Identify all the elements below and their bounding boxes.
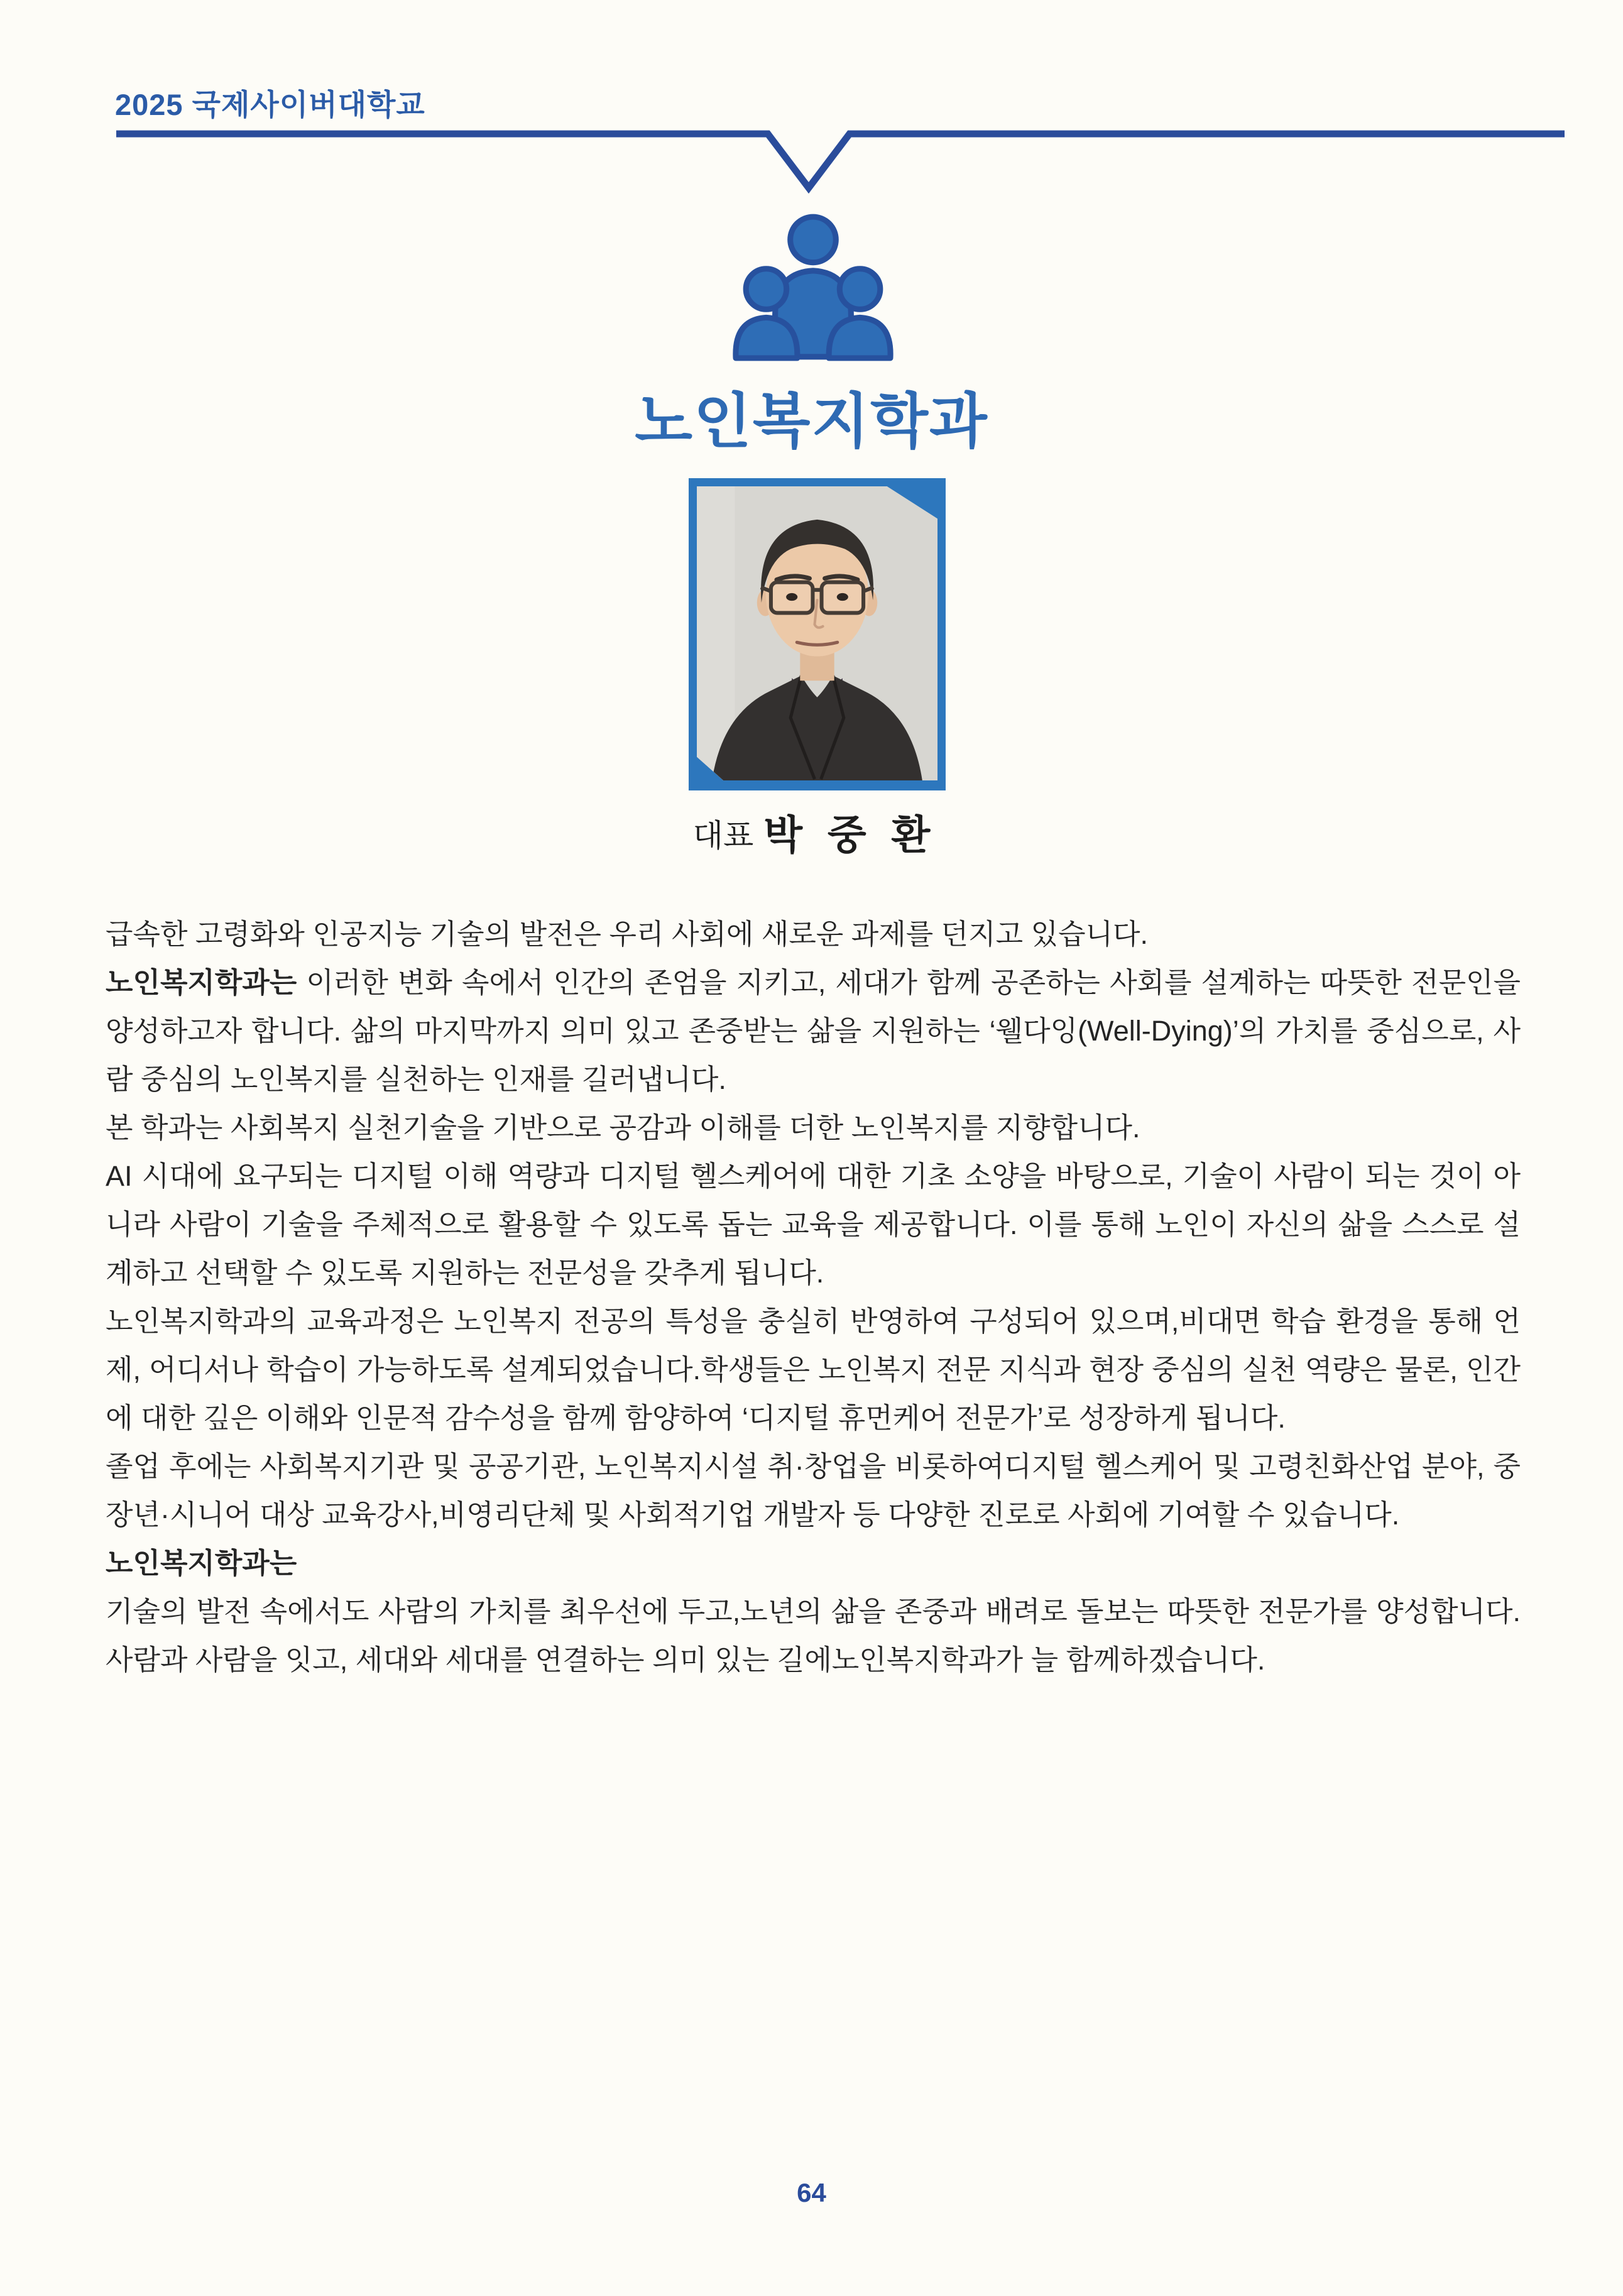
- body-text-run-bold: 노인복지학과는: [106, 1547, 297, 1579]
- photo-caption: [0, 803, 1623, 861]
- body-paragraph: [106, 1587, 1521, 1684]
- body-paragraph: [106, 1442, 1521, 1539]
- page-header-title: 2025 국제사이버대학교: [115, 88, 425, 121]
- body-text-run: 졸업 후에는 사회복지기관 및 공공기관, 노인복지시설 취·창업을 비롯하여디지털 헬스케어 및 고령친화산업 분야, 중장년·시니어 대상 교육강사,비영리단체 및 사회적기업 개발자 등 다양한 진로로 사회에 기여할 수 있습니다.: [106, 1450, 1521, 1531]
- body-paragraph: [106, 1103, 1521, 1152]
- caption-name: 박 중 환: [763, 812, 931, 858]
- body-paragraph: [106, 1539, 1521, 1587]
- body-text-run: 급속한 고령화와 인공지능 기술의 발전은 우리 사회에 새로운 과제를 던지고 있습니다.: [106, 918, 1148, 950]
- people-group-icon: [731, 210, 895, 366]
- department-title: 노인복지학과: [635, 388, 988, 455]
- caption-role-label: 대표: [692, 818, 754, 853]
- body-paragraph: [106, 958, 1521, 1103]
- body-text-run: 기술의 발전 속에서도 사람의 가치를 최우선에 두고,노년의 삶을 존중과 배려로 돌보는 따뜻한 전문가를 양성합니다.사람과 사람을 잇고, 세대와 세대를 연결하는 의미 있는 길에노인복지학과가 늘 함께하겠습니다.: [106, 1595, 1521, 1676]
- body-paragraph: [106, 910, 1521, 958]
- page-number: 64: [797, 2178, 826, 2207]
- body-text-run: AI 시대에 요구되는 디지털 이해 역량과 디지털 헬스케어에 대한 기초 소양을 바탕으로, 기술이 사람이 되는 것이 아니라 사람이 기술을 주체적으로 활용할 수 있도록 돕는 교육을 제공합니다. 이를 통해 노인이 자신의 삶을 스스로 설계하고 선택할 수 있도록 지원하는 전문성을 갖추게 됩니다.: [106, 1160, 1521, 1289]
- body-text-run-bold: 노인복지학과는: [106, 966, 297, 998]
- body-text-run: 본 학과는 사회복지 실천기술을 기반으로 공감과 이해를 더한 노인복지를 지향합니다.: [106, 1112, 1140, 1144]
- body-text: [106, 910, 1521, 1684]
- body-text-run: 노인복지학과의 교육과정은 노인복지 전공의 특성을 충실히 반영하여 구성되어 있으며,비대면 학습 환경을 통해 언제, 어디서나 학습이 가능하도록 설계되었습니다.학생들은 노인복지 전문 지식과 현장 중심의 실천 역량은 물론, 인간에 대한 깊은 이해와 인문적 감수성을 함께 함양하여 ‘디지털 휴먼케어 전문가’로 성장하게 됩니다.: [106, 1305, 1521, 1434]
- body-paragraph: [106, 1297, 1521, 1442]
- header-divider-line: [0, 0, 1623, 207]
- body-paragraph: [106, 1152, 1521, 1297]
- representative-photo-frame: [689, 478, 946, 790]
- portrait-photo: [697, 486, 937, 780]
- representative-photo: [697, 486, 937, 780]
- body-text-run: 이러한 변화 속에서 인간의 존엄을 지키고, 세대가 함께 공존하는 사회를 설계하는 따뜻한 전문인을 양성하고자 합니다. 삶의 마지막까지 의미 있고 존중받는 삶을 지원하는 ‘웰다잉(Well-Dying)’의 가치를 중심으로, 사람 중심의 노인복지를 실천하는 인재를 길러냅니다.: [106, 966, 1521, 1095]
